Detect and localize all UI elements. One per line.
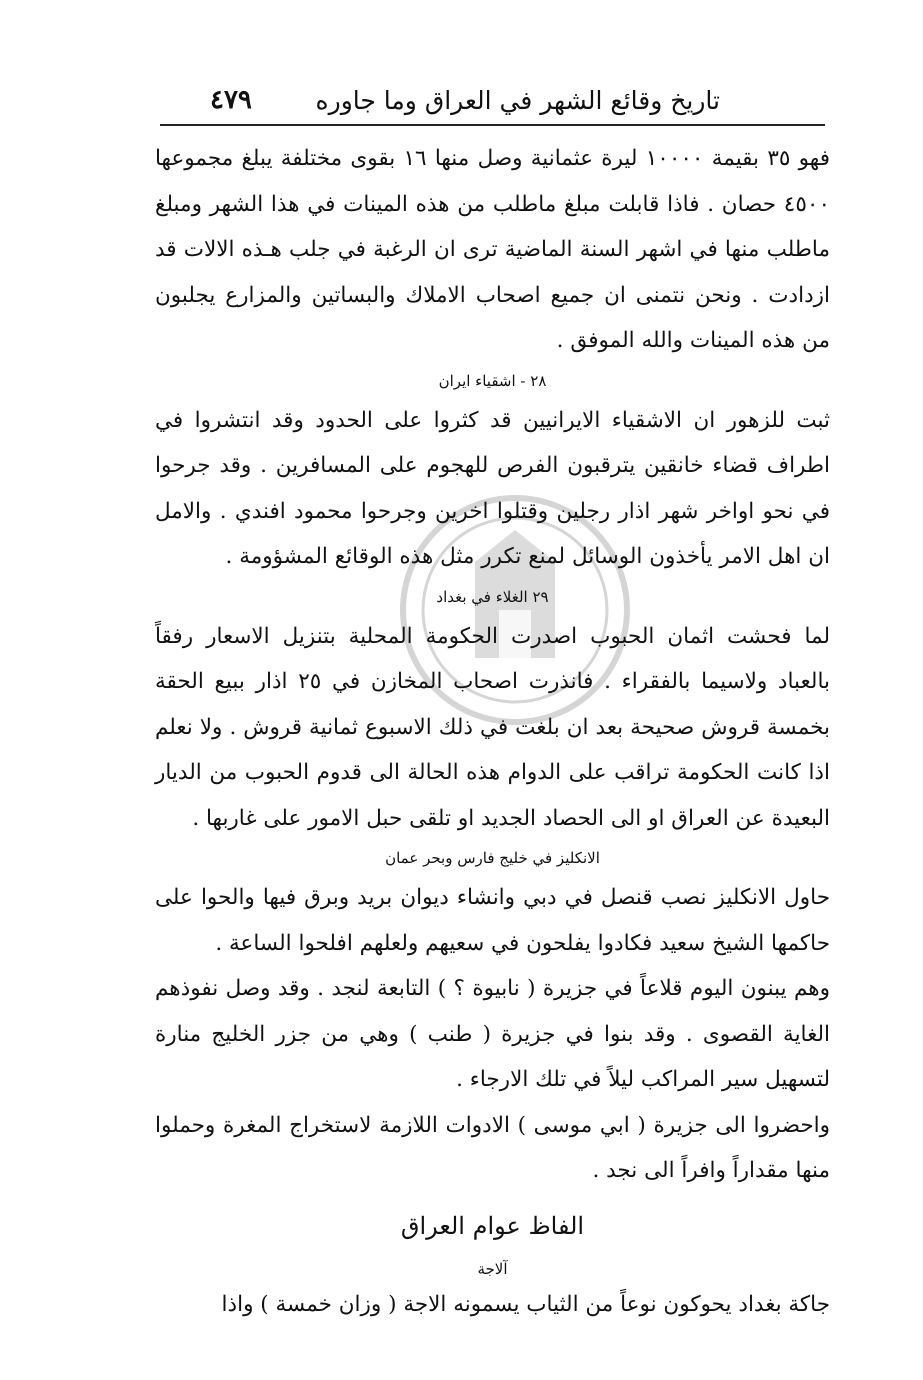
body-text	[155, 136, 830, 1327]
running-title: تاريخ وقائع الشهر في العراق وما جاوره	[315, 85, 720, 115]
heading-iran-bandits: ٢٨ - اشقياء ايران	[438, 371, 547, 390]
heading-english-gulf: الانكليز في خليج فارس وبحر عمان	[385, 849, 600, 867]
page-header	[210, 80, 720, 120]
paragraph-machines: فهو ٣٥ بقيمة ١٠٠٠٠ ليرة عثمانية وصل منها ١٦ بقوى مختلفة يبلغ مجموعها ٤٥٠٠ حصان . فاذا قابلت مبلغ ماطلب من هذه المينات في هذا الشهر ومبلغ ماطلب منها في اشهر السنة الماضية ترى ان الرغبة في جلب هـذه الالات قد ازدادت . ونحن نتمنى ان جميع اصحاب الاملاك والبساتين والمزارع يجلبون من هذه المينات والله الموفق .	[155, 146, 830, 353]
paragraph-island-forts: وهم يبنون اليوم قلاعاً في جزيرة ( نابيوة ؟ ) التابعة لنجد . وقد وصل نفوذهم الغاية القصوى . وقد بنوا في جزيرة ( طنب ) وهي من جزر الخليج منارة لتسهيل سير المراكب ليلاً في تلك الارجاء .	[155, 976, 830, 1092]
header-rule	[160, 124, 825, 126]
paragraph-dubai-consul: حاول الانكليز نصب قنصل في دبي وانشاء ديوان بريد وبرق فيها والحوا على حاكمها الشيخ سعيد فكادوا يفلحون في سعيهم ولعلهم افلحوا الساعة .	[155, 885, 830, 956]
section-title-iraqi-words: الفاظ عوام العراق	[400, 1211, 585, 1240]
paragraph-baghdad-prices: لما فحشت اثمان الحبوب اصدرت الحكومة المحلية بتنزيل الاسعار رفقاً بالعباد ولاسيما بالفقراء . فانذرت اصحاب المخازن في ٢٥ اذار ببيع الحقة بخمسة قروش صحيحة بعد ان بلغت في ذلك الاسبوع ثمانية قروش . ولا نعلم اذا كانت الحكومة تراقب على الدوام هذه الحالة الى قدوم الحبوب من الديار البعيدة عن العراق او الى الحصاد الجديد او تلقى حبل الامور على غاربها .	[155, 623, 830, 831]
paragraph-abu-musa: واحضروا الى جزيرة ( ابي موسى ) الادوات اللازمة لاستخراج المغرة وحملوا منها مقداراً وافراً الى نجد .	[155, 1112, 830, 1183]
heading-baghdad-prices: ٢٩ الغلاء في بغداد	[436, 587, 549, 606]
paragraph-alaja: جاكة بغداد يحوكون نوعاً من الثياب يسمونه الاجة ( وزان خمسة ) واذا	[221, 1291, 830, 1317]
sub-heading-alaja: آلاجة	[477, 1259, 508, 1278]
paragraph-iran-bandits: ثبت للزهور ان الاشقياء الايرانيين قد كثروا على الحدود وقد انتشروا في اطراف قضاء خانقين يترقبون الفرص للهجوم على المسافرين . وقد جرحوا في نحو اواخر شهر اذار رجلين وقتلوا اخرين وجرحوا محمود افندي . والامل ان اهل الامر يأخذون الوسائل لمنع تكرر مثل هذه الوقائع المشؤومة .	[155, 407, 830, 569]
page-number: ٤٧٩	[210, 85, 252, 115]
